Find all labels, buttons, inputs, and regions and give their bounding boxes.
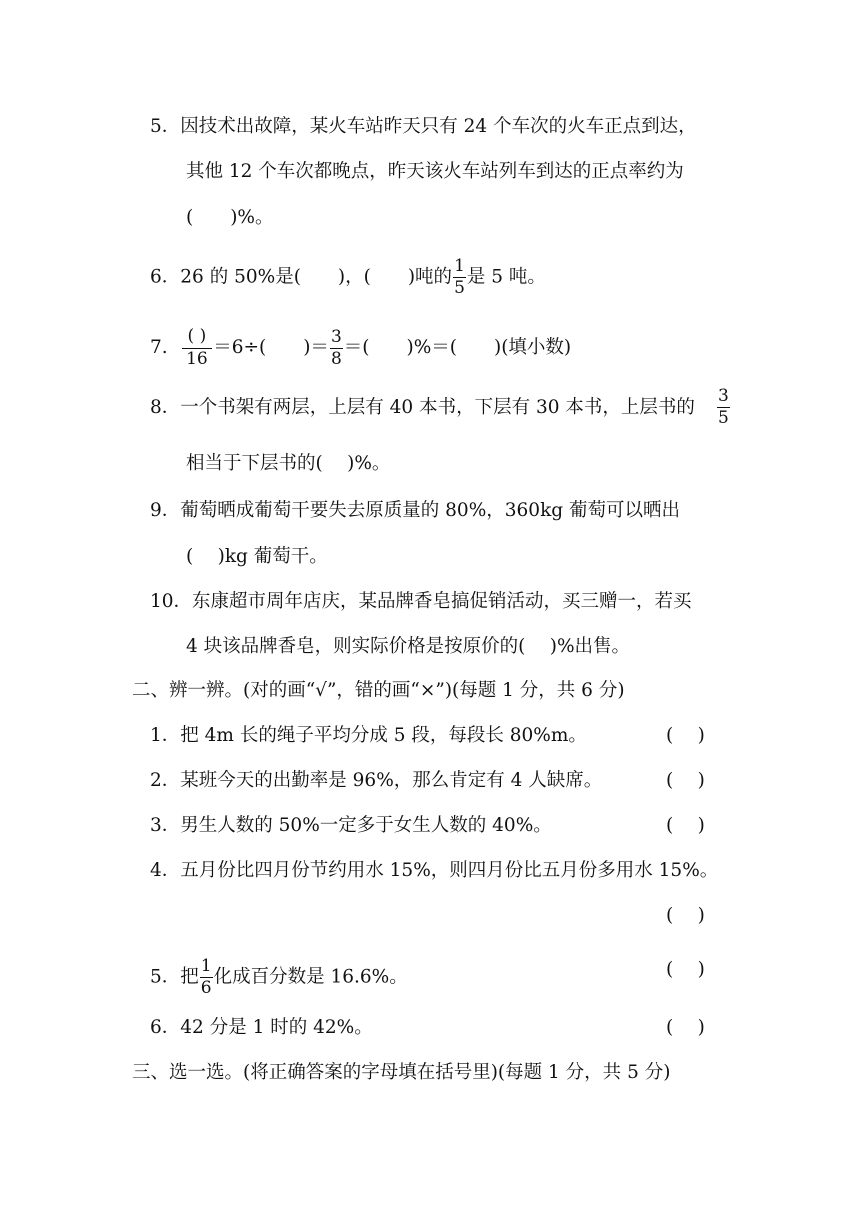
q8-text: 8．一个书架有两层，上层有 40 本书，下层有 30 本书，上层书的 bbox=[150, 397, 695, 418]
q9-line2: ( )kg 葡萄干。 bbox=[186, 546, 328, 567]
s2-item4-answer-blank: ( ) bbox=[666, 905, 705, 926]
q9-line1: 9．葡萄晒成葡萄干要失去原质量的 80%，360kg 葡萄可以晒出 bbox=[150, 500, 681, 521]
s2-item5-frac-denominator: 6 bbox=[200, 978, 212, 998]
s2-item6-answer-blank: ( ) bbox=[666, 1017, 705, 1038]
q7-text-after: ＝( )%＝( )(填小数) bbox=[343, 337, 572, 358]
q6-text-after: 是 5 吨。 bbox=[466, 266, 546, 288]
q7-line bbox=[150, 328, 571, 368]
q5-line2: 其他 12 个车次都晚点，昨天该火车站列车到达的正点率约为 bbox=[186, 161, 684, 182]
q7-text-mid: ＝6÷( )＝ bbox=[213, 337, 329, 358]
section3-heading: 三、选一选。(将正确答案的字母填在括号里)(每题 1 分，共 5 分) bbox=[132, 1062, 671, 1083]
s2-item6-text: 6．42 分是 1 时的 42%。 bbox=[150, 1017, 373, 1038]
q6-frac-denominator: 5 bbox=[454, 278, 465, 298]
q10-line1: 10．东康超市周年店庆，某品牌香皂搞促销活动，买三赠一，若买 bbox=[150, 591, 692, 612]
s2-item1-text: 1．把 4m 长的绳子平均分成 5 段，每段长 80%m。 bbox=[150, 725, 587, 746]
s2-item2-text: 2．某班今天的出勤率是 96%，那么肯定有 4 人缺席。 bbox=[150, 770, 603, 791]
q5-line3: ( )%。 bbox=[186, 207, 274, 228]
q8-frac-numerator: 3 bbox=[718, 386, 729, 406]
section2-heading: 二、辨一辨。(对的画“√”，错的画“×”)(每题 1 分，共 6 分) bbox=[132, 680, 625, 701]
s2-item5-frac-numerator: 1 bbox=[200, 956, 212, 976]
s2-item5-text-before: 5．把 bbox=[150, 966, 199, 988]
q8-frac-denominator: 5 bbox=[718, 408, 729, 428]
q6-frac-numerator: 1 bbox=[454, 256, 465, 276]
q8-line2: 相当于下层书的( )%。 bbox=[186, 453, 391, 474]
q7-fraction1 bbox=[182, 328, 213, 368]
s2-item3-text: 3．男生人数的 50%一定多于女生人数的 40%。 bbox=[150, 815, 552, 836]
q7-frac2-numerator: 3 bbox=[330, 326, 342, 347]
q7-frac2-denominator: 8 bbox=[330, 348, 342, 369]
s2-item3-answer-blank: ( ) bbox=[666, 815, 705, 836]
q6-text-before: 6．26 的 50%是( )，( )吨的 bbox=[150, 266, 453, 288]
q6-fraction bbox=[453, 258, 466, 297]
q6-line bbox=[150, 258, 546, 297]
q10-line2: 4 块该品牌香皂，则实际价格是按原价的( )%出售。 bbox=[186, 636, 631, 657]
q7-fraction2 bbox=[330, 326, 343, 369]
q8-line1 bbox=[150, 396, 695, 420]
s2-item5-line bbox=[150, 958, 408, 997]
q8-fraction bbox=[717, 388, 730, 427]
s2-item5-fraction bbox=[200, 958, 213, 997]
q7-label: 7. bbox=[150, 337, 168, 358]
q5-line1: 5．因技术出故障，某火车站昨天只有 24 个车次的火车正点到达， bbox=[150, 116, 697, 137]
q7-frac1-numerator: ( ) bbox=[182, 328, 213, 349]
s2-item2-answer-blank: ( ) bbox=[666, 770, 705, 791]
q7-frac1-denominator: 16 bbox=[186, 349, 208, 369]
s2-item5-answer-blank: ( ) bbox=[666, 959, 705, 980]
s2-item4-text: 4．五月份比四月份节约用水 15%，则四月份比五月份多用水 15%。 bbox=[150, 860, 719, 881]
s2-item5-text-after: 化成百分数是 16.6%。 bbox=[213, 966, 408, 988]
s2-item1-answer-blank: ( ) bbox=[666, 725, 705, 746]
